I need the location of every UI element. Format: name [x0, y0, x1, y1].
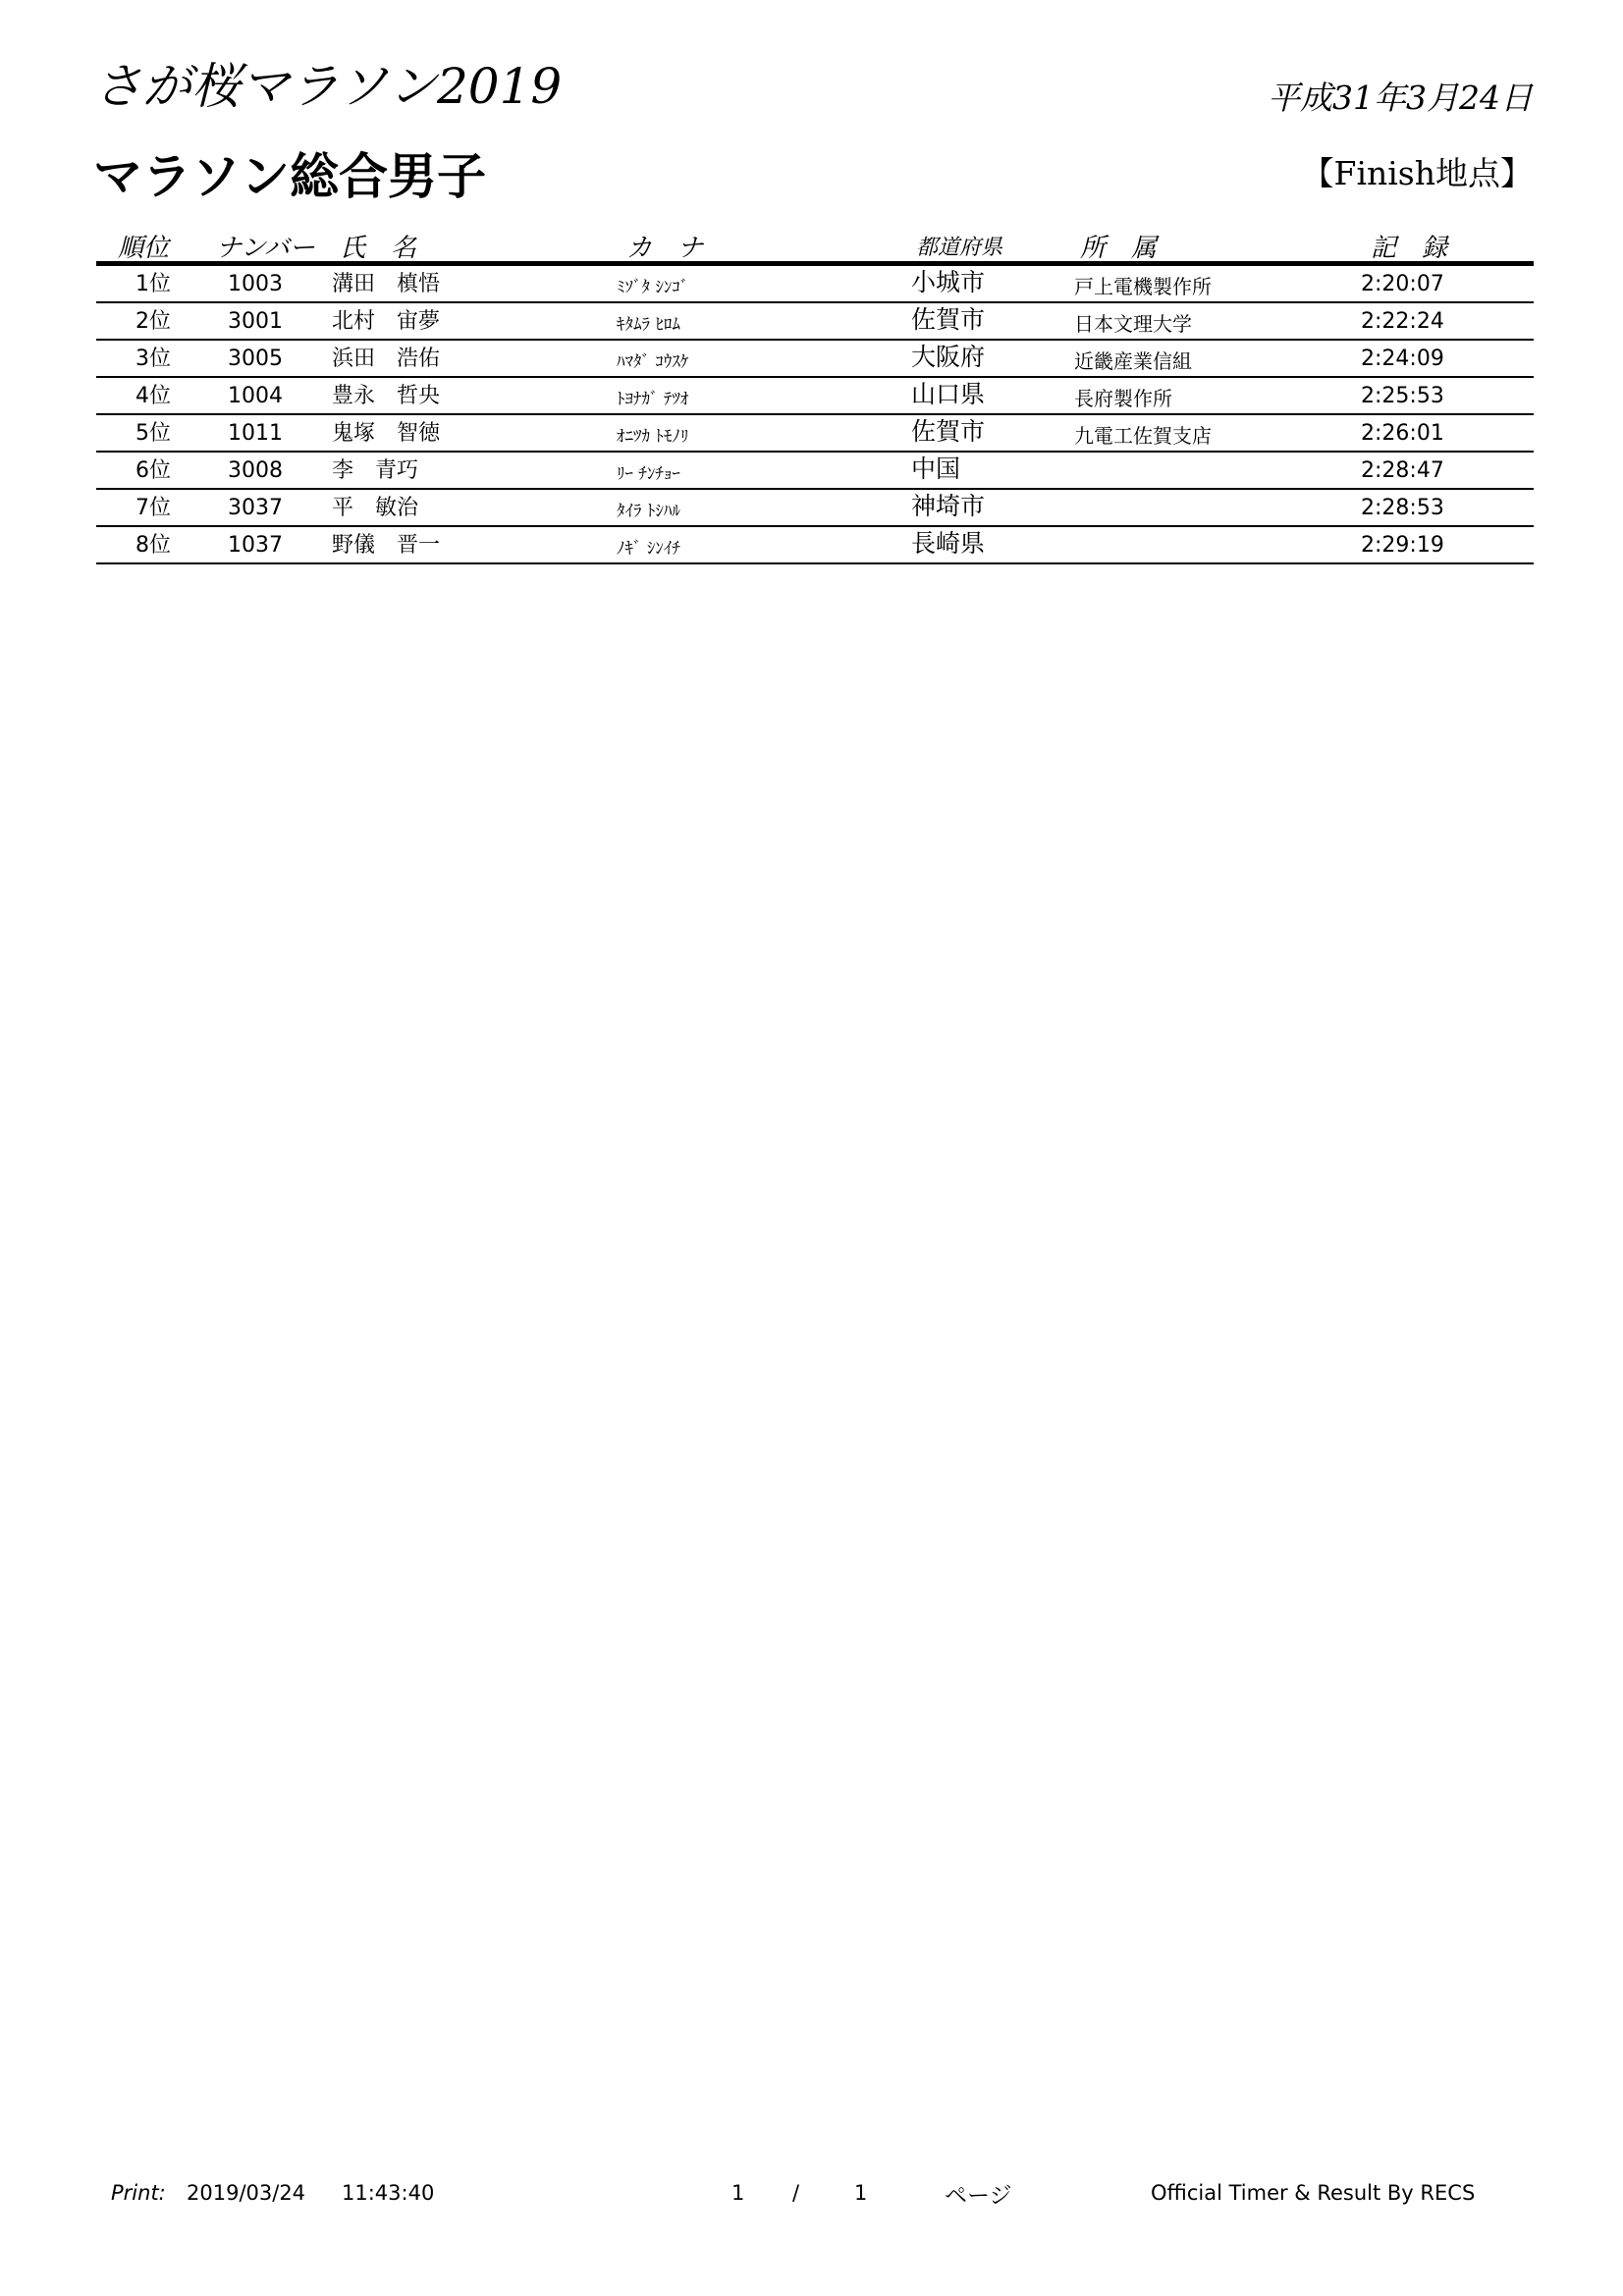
- cell-prefecture: 長崎県: [911, 529, 986, 558]
- cell-rank: 7位: [135, 496, 171, 520]
- cell-number: 3037: [228, 496, 283, 520]
- cell-name: 鬼塚 智徳: [332, 421, 441, 446]
- cell-prefecture: 佐賀市: [911, 305, 986, 334]
- event-date: 平成31年3月24日: [1268, 79, 1533, 117]
- cell-kana: ﾐｿﾞﾀ ｼﾝｺﾞ: [617, 278, 689, 297]
- cell-name: 浜田 浩佑: [332, 347, 441, 371]
- page-current: 1: [731, 2181, 745, 2205]
- table-header: [96, 224, 1534, 266]
- cell-record: 2:26:01: [1361, 421, 1444, 446]
- cell-record: 2:28:47: [1361, 458, 1444, 483]
- cell-number: 3001: [228, 309, 283, 334]
- header-rank: 順位: [118, 234, 170, 263]
- cell-rank: 1位: [135, 272, 171, 296]
- cell-number: 1004: [228, 384, 283, 408]
- table-row: [96, 378, 1534, 415]
- page-word: ページ: [945, 2183, 1012, 2209]
- table-row: [96, 453, 1534, 490]
- cell-rank: 8位: [135, 533, 171, 558]
- cell-record: 2:29:19: [1361, 533, 1444, 558]
- cell-kana: ﾉｷﾞ ｼﾝｲﾁ: [617, 539, 680, 559]
- cell-affiliation: 九電工佐賀支店: [1074, 424, 1212, 448]
- header-number: ナンバー: [216, 234, 315, 263]
- cell-name: 李 青巧: [332, 458, 419, 483]
- cell-name: 北村 宙夢: [332, 309, 441, 334]
- cell-record: 2:22:24: [1361, 309, 1444, 334]
- cell-record: 2:25:53: [1361, 384, 1444, 408]
- header-prefecture: 都道府県: [916, 236, 1003, 260]
- cell-prefecture: 山口県: [911, 380, 986, 408]
- official-timer-credit: Official Timer & Result By RECS: [1151, 2181, 1476, 2205]
- cell-affiliation: 戸上電機製作所: [1074, 275, 1212, 298]
- cell-name: 豊永 哲央: [332, 384, 441, 408]
- cell-rank: 2位: [135, 309, 171, 334]
- cell-kana: ｵﾆﾂｶ ﾄﾓﾉﾘ: [617, 427, 689, 447]
- cell-prefecture: 大阪府: [911, 343, 986, 371]
- cell-prefecture: 神埼市: [911, 492, 986, 520]
- cell-prefecture: 佐賀市: [911, 417, 986, 446]
- point-label: 【Finish地点】: [1301, 154, 1533, 192]
- cell-kana: ﾘｰ ﾁﾝﾁｮｰ: [617, 464, 680, 484]
- cell-rank: 6位: [135, 458, 171, 483]
- cell-kana: ｷﾀﾑﾗ ﾋﾛﾑ: [617, 315, 680, 335]
- table-row: [96, 303, 1534, 341]
- cell-affiliation: 近畿産業信組: [1074, 349, 1192, 373]
- header-name: 氏 名: [340, 234, 417, 263]
- cell-affiliation: 日本文理大学: [1074, 312, 1192, 336]
- cell-number: 3005: [228, 347, 283, 371]
- print-date: 2019/03/24: [187, 2181, 306, 2205]
- cell-record: 2:20:07: [1361, 272, 1444, 296]
- cell-name: 溝田 槙悟: [332, 272, 441, 296]
- cell-kana: ﾄﾖﾅｶﾞ ﾃﾂｵ: [617, 390, 689, 409]
- cell-prefecture: 小城市: [911, 268, 986, 296]
- table-row: [96, 266, 1534, 303]
- cell-rank: 4位: [135, 384, 171, 408]
- header-record: 記 録: [1371, 234, 1448, 263]
- cell-kana: ﾀｲﾗ ﾄｼﾊﾙ: [617, 502, 680, 521]
- cell-affiliation: 長府製作所: [1074, 387, 1172, 410]
- cell-name: 野儀 晋一: [332, 533, 441, 558]
- header-affiliation: 所 属: [1080, 234, 1158, 263]
- cell-number: 3008: [228, 458, 283, 483]
- cell-kana: ﾊﾏﾀﾞ ｺｳｽｹ: [617, 352, 689, 372]
- cell-number: 1011: [228, 421, 283, 446]
- table-row: [96, 415, 1534, 453]
- cell-name: 平 敏治: [332, 496, 419, 520]
- cell-number: 1003: [228, 272, 283, 296]
- page-total: 1: [854, 2181, 868, 2205]
- cell-number: 1037: [228, 533, 283, 558]
- page-separator: /: [792, 2181, 800, 2205]
- results-table: [96, 224, 1534, 564]
- table-row: [96, 490, 1534, 527]
- header-kana: カ ナ: [626, 234, 704, 263]
- cell-rank: 3位: [135, 347, 171, 371]
- page-footer: [0, 2181, 1623, 2211]
- cell-rank: 5位: [135, 421, 171, 446]
- table-row: [96, 527, 1534, 564]
- cell-prefecture: 中国: [911, 454, 961, 483]
- cell-record: 2:24:09: [1361, 347, 1444, 371]
- print-label: Print:: [111, 2181, 166, 2205]
- category-title: マラソン総合男子: [93, 148, 486, 205]
- cell-record: 2:28:53: [1361, 496, 1444, 520]
- table-row: [96, 341, 1534, 378]
- print-time: 11:43:40: [342, 2181, 435, 2205]
- event-title: さが桜マラソン2019: [93, 58, 563, 115]
